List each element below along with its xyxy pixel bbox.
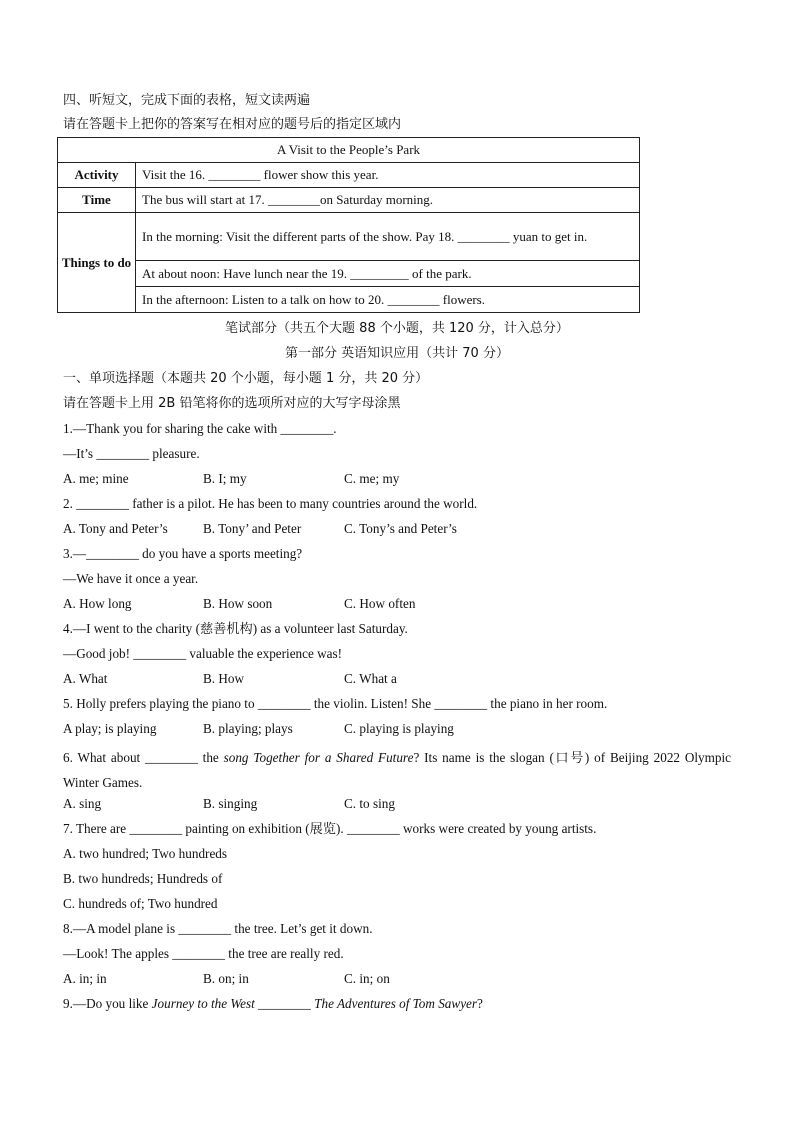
row-content-noon: At about noon: Have lunch near the 19. _________ of the park. [136,261,640,287]
q2-option-b: B. Tony’ and Peter [203,521,302,536]
q6-post: ? Its name is the slogan (口号) of Beijing 2022 Olympic Winter Games. [63,750,732,790]
question-3-stem: 3.—________ do you have a sports meeting? [63,546,303,561]
q5-option-a: A play; is playing [63,721,157,736]
q9-book-1: Journey to the West [151,996,255,1011]
q6-option-c: C. to sing [344,796,395,811]
question-3-reply: —We have it once a year. [63,571,199,586]
section1-title: 一、单项选择题（本题共 20 个小题，每小题 1 分，共 20 分） [63,371,429,386]
row-content-time: The bus will start at 17. ________on Saturday morning. [136,188,640,213]
section4-instruction: 请在答题卡上把你的答案写在相对应的题号后的指定区域内 [63,117,402,132]
table-title: A Visit to the People’s Park [58,138,640,163]
q8-option-a: A. in; in [63,971,107,986]
q6-pre: 6. What about ________ the [63,750,224,765]
written-heading: 笔试部分（共五个大题 88 个小题，共 120 分，计入总分） [225,321,569,336]
question-1-stem: 1.—Thank you for sharing the cake with ________. [63,421,337,436]
question-5-stem: 5. Holly prefers playing the piano to ________ the violin. Listen! She ________ the piano in her room. [63,696,608,711]
section1-instruction: 请在答题卡上用 2B 铅笔将你的选项所对应的大写字母涂黑 [63,396,401,411]
q9-post: ? [477,996,483,1011]
q7-option-c: C. hundreds of; Two hundred [63,896,218,911]
q3-option-b: B. How soon [203,596,273,611]
q2-option-c: C. Tony’s and Peter’s [344,521,457,536]
q5-option-c: C. playing is playing [344,721,454,736]
q1-option-a: A. me; mine [63,471,129,486]
row-header-activity: Activity [58,163,136,188]
q6-option-a: A. sing [63,796,102,811]
q8-option-c: C. in; on [344,971,390,986]
q6-option-b: B. singing [203,796,258,811]
question-9-stem [63,995,483,1013]
question-8-stem: 8.—A model plane is ________ the tree. Let’s get it down. [63,921,373,936]
question-6-stem [63,745,731,795]
row-header-things: Things to do [58,213,136,313]
q3-option-a: A. How long [63,596,132,611]
q4-option-c: C. What a [344,671,397,686]
q7-option-b: B. two hundreds; Hundreds of [63,871,223,886]
question-4-stem: 4.—I went to the charity (慈善机构) as a volunteer last Saturday. [63,621,408,636]
row-content-morning: In the morning: Visit the different parts of the show. Pay 18. ________ yuan to get in. [136,213,640,261]
q9-blank: ________ [254,996,315,1011]
q4-option-b: B. How [203,671,245,686]
question-7-stem: 7. There are ________ painting on exhibition (展览). ________ works were created by young artists. [63,821,597,836]
q4-option-a: A. What [63,671,108,686]
section4-title: 四、听短文，完成下面的表格，短文读两遍 [63,93,311,108]
part1-heading: 第一部分 英语知识应用（共计 70 分） [285,346,509,361]
q9-book-2: The Adventures of Tom Sawyer [314,996,478,1011]
question-1-reply: —It’s ________ pleasure. [63,446,200,461]
q3-option-c: C. How often [344,596,416,611]
q1-option-c: C. me; my [344,471,400,486]
question-4-reply: —Good job! ________ valuable the experience was! [63,646,343,661]
q6-song-title: song Together for a Shared Future [223,750,414,765]
answer-table [57,137,640,313]
row-content-activity: Visit the 16. ________ flower show this year. [136,163,640,188]
q5-option-b: B. playing; plays [203,721,293,736]
q7-option-a: A. two hundred; Two hundreds [63,846,228,861]
row-header-time: Time [58,188,136,213]
q2-option-a: A. Tony and Peter’s [63,521,168,536]
q9-pre: 9.—Do you like [63,996,152,1011]
row-content-afternoon: In the afternoon: Listen to a talk on how to 20. ________ flowers. [136,287,640,313]
q1-option-b: B. I; my [203,471,247,486]
q8-option-b: B. on; in [203,971,249,986]
question-2-stem: 2. ________ father is a pilot. He has been to many countries around the world. [63,496,478,511]
question-8-reply: —Look! The apples ________ the tree are really red. [63,946,344,961]
